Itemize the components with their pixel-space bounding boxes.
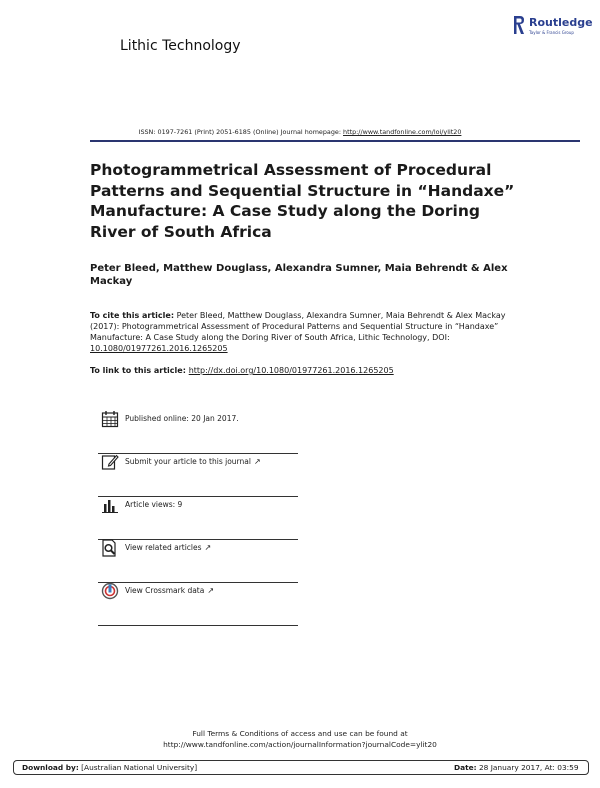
- info-row-published: [98, 410, 298, 454]
- info-row-views: [98, 496, 298, 540]
- search-document-icon: [101, 539, 119, 557]
- download-institution: [Australian National University]: [78, 762, 198, 772]
- citation-block: [90, 310, 510, 354]
- date-value: 28 January 2017, At: 03:59: [476, 762, 579, 772]
- download-bar: [13, 760, 589, 775]
- article-doi-link[interactable]: http://dx.doi.org/10.1080/01977261.2016.1265205: [188, 366, 394, 375]
- external-link-icon: ↗: [204, 543, 212, 552]
- article-title: Photogrammetrical Assessment of Procedural Patterns and Sequential Structure in “Handaxe” Manufacture: A Case Study along the Doring River of South Africa: [90, 161, 515, 241]
- external-link-icon: ↗: [253, 457, 261, 466]
- footer-terms-text: Full Terms & Conditions of access and use can be found at: [192, 729, 408, 738]
- journal-title: Lithic Technology: [120, 38, 241, 54]
- footer-note: [0, 728, 600, 750]
- info-row-crossmark[interactable]: [98, 582, 298, 626]
- article-link-label: To link to this article:: [90, 366, 189, 375]
- publisher-name: Routledge: [529, 16, 593, 29]
- crossmark-icon: [101, 582, 119, 600]
- download-label: Download by:: [22, 762, 79, 772]
- issn-text: ISSN: 0197-7261 (Print) 2051-6185 (Online) Journal homepage:: [138, 128, 344, 136]
- article-authors: Peter Bleed, Matthew Douglass, Alexandra Sumner, Maia Behrendt & Alex Mackay: [90, 263, 508, 287]
- date-label: Date:: [454, 762, 477, 772]
- citation-doi-link[interactable]: 10.1080/01977261.2016.1265205: [90, 344, 228, 353]
- crossmark-text: View Crossmark data: [125, 586, 205, 595]
- info-row-related[interactable]: [98, 539, 298, 583]
- bar-chart-icon: [101, 496, 119, 514]
- crossmark-link[interactable]: [125, 586, 214, 595]
- citation-label: To cite this article:: [90, 311, 175, 320]
- external-link-icon: ↗: [207, 586, 215, 595]
- related-articles-link[interactable]: [125, 543, 211, 552]
- header-rule: [90, 140, 580, 142]
- published-date-text: Published online: 20 Jan 2017.: [125, 414, 239, 423]
- related-articles-text: View related articles: [125, 543, 202, 552]
- publisher-tagline: Taylor & Francis Group: [529, 30, 574, 35]
- submit-article-text: Submit your article to this journal: [125, 457, 251, 466]
- citation-text: Peter Bleed, Matthew Douglass, Alexandra Sumner, Maia Behrendt & Alex Mackay (2017): Photogrammetrical Assessment of Procedural Patterns and Sequential Structure in “Handaxe” Manufacture: A Case Study along the Doring River of South Africa, Lithic Technology, DOI:: [90, 311, 506, 342]
- edit-icon: [101, 453, 119, 471]
- publisher-logo[interactable]: [512, 14, 592, 44]
- journal-homepage-link[interactable]: http://www.tandfonline.com/loi/ylit20: [343, 128, 462, 136]
- calendar-icon: [101, 410, 119, 428]
- article-views-text: Article views: 9: [125, 500, 183, 509]
- article-link-block: [90, 366, 510, 375]
- download-date: [454, 763, 579, 772]
- info-row-submit[interactable]: [98, 453, 298, 497]
- download-info: [22, 763, 197, 772]
- issn-line: [0, 128, 600, 136]
- routledge-logo-icon: [512, 14, 526, 36]
- footer-terms-link[interactable]: http://www.tandfonline.com/action/journalInformation?journalCode=ylit20: [163, 740, 437, 749]
- submit-article-link[interactable]: [125, 457, 261, 466]
